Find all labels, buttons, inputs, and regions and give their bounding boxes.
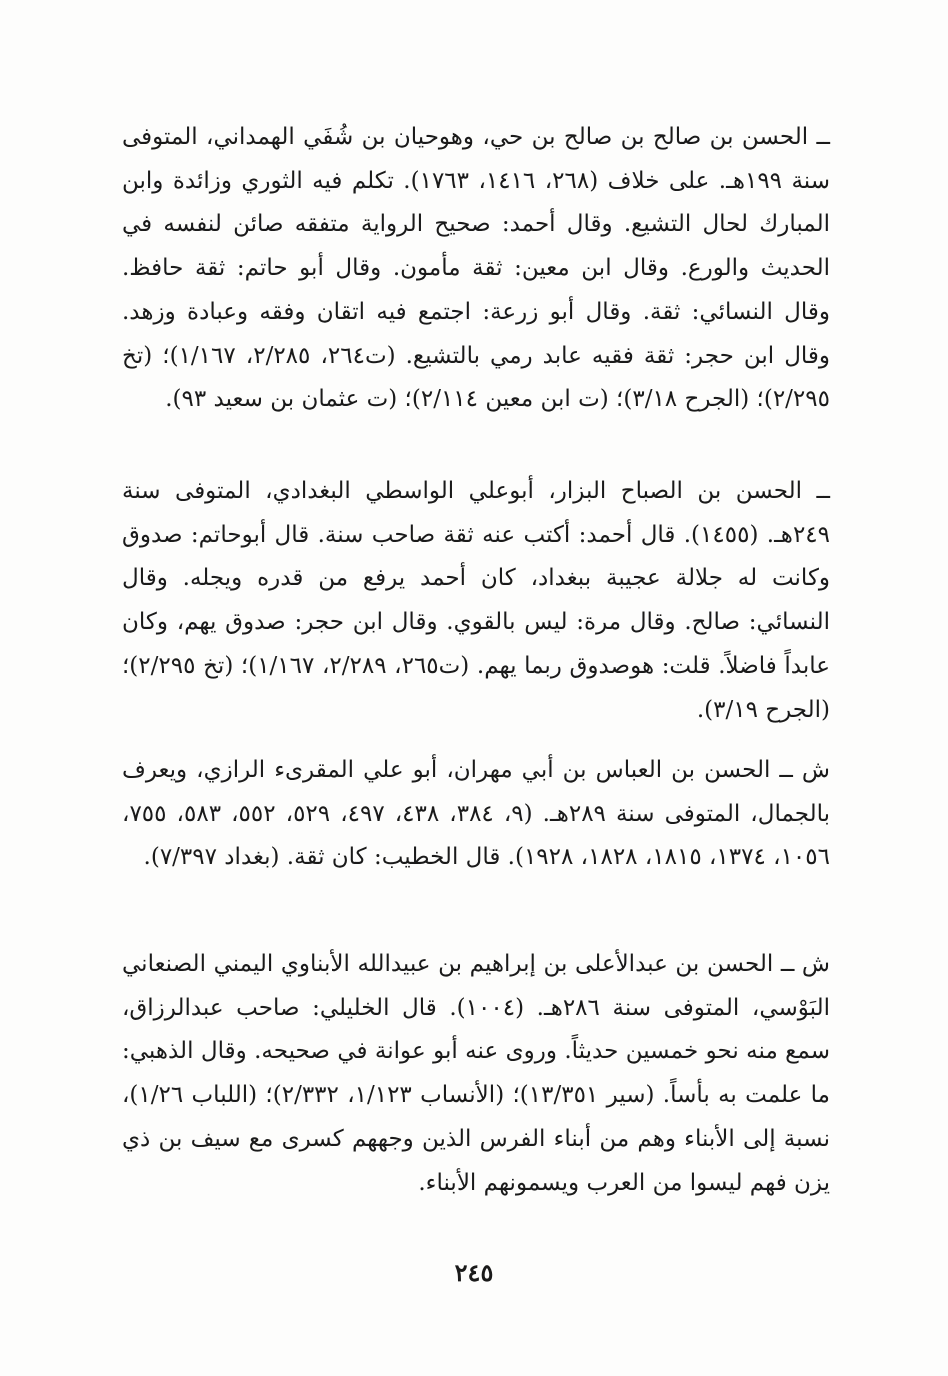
biography-entry-hasan-ibn-abd-al-ala <box>122 943 830 1205</box>
biography-entry-hasan-ibn-al-abbas <box>122 749 830 880</box>
entry-text: ش ــ الحسن بن عبدالأعلى بن إبراهيم بن عبيدالله الأبناوي اليمني الصنعاني البَوْسي، المتوفى سنة ٢٨٦هـ. (١٠٠٤). قال الخليلي: صاحب عبدالرزاق، سمع منه نحو خمسين حديثاً. وروى عنه أبو عوانة في صحيحه. وقال الذهبي: ما علمت به بأساً. (سير ١٣/٣٥١)؛ (الأنساب ١/١٢٣، ٢/٣٣٢)؛ (اللباب ١/٢٦)، نسبة إلى الأبناء وهم من أبناء الفرس الذين وجههم كسرى مع سيف بن ذي يزن فهم ليسوا من العرب ويسمونهم الأبناء. <box>122 951 830 1196</box>
entry-text: ــ الحسن بن صالح بن صالح بن حي، وهوحيان بن شُفَي الهمداني، المتوفى سنة ١٩٩هـ. على خلاف (٢٦٨، ١٤١٦، ١٧٦٣). تكلم فيه الثوري وزائدة وابن المبارك لحال التشيع. وقال أحمد: صحيح الرواية متفقه صائن لنفسه في الحديث والورع. وقال ابن معين: ثقة مأمون. وقال أبو حاتم: ثقة حافظ. وقال النسائي: ثقة. وقال أبو زرعة: اجتمع فيه اتقان وفقه وعبادة وزهد. وقال ابن حجر: ثقة فقيه عابد رمي بالتشيع. (ت٢٦٤، ٢/٢٨٥، ١/١٦٧)؛ (تخ ٢/٢٩٥)؛ (الجرح ٣/١٨)؛ (ت ابن معين ٢/١١٤)؛ (ت عثمان بن سعيد ٩٣). <box>122 124 831 413</box>
page-number: ٢٤٥ <box>454 1258 494 1287</box>
biography-entry-hasan-ibn-al-sabbah <box>122 470 830 732</box>
entry-text: ــ الحسن بن الصباح البزار، أبوعلي الواسطي البغدادي، المتوفى سنة ٢٤٩هـ. (١٤٥٥). قال أحمد: أكتب عنه ثقة صاحب سنة. قال أبوحاتم: صدوق وكانت له جلالة عجيبة ببغداد، كان أحمد يرفع من قدره ويجله. وقال النسائي: صالح. وقال مرة: ليس بالقوي. وقال ابن حجر: صدوق يهم، وكان عابداً فاضلاً. قلت: هوصدوق ربما يهم. (ت٢٦٥، ٢/٢٨٩، ١/١٦٧)؛ (تخ ٢/٢٩٥)؛ (الجرح ٣/١٩). <box>122 478 830 723</box>
entry-text: ش ــ الحسن بن العباس بن أبي مهران، أبو علي المقرىء الرازي، ويعرف بالجمال، المتوفى سنة ٢٨٩هـ. (٩، ٣٨٤، ٤٣٨، ٤٩٧، ٥٢٩، ٥٥٢، ٥٨٣، ٧٥٥، ١٠٥٦، ١٣٧٤، ١٨١٥، ١٨٢٨، ١٩٢٨). قال الخطيب: كان ثقة. (بغداد ٧/٣٩٧). <box>122 757 831 871</box>
biography-entry-hasan-ibn-salih <box>122 116 830 422</box>
